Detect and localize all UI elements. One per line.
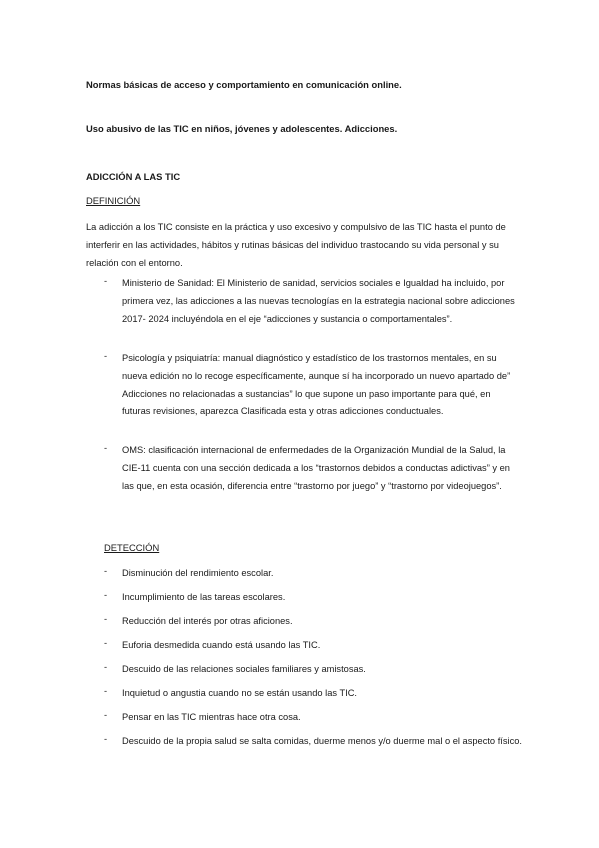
bullet-dash: -	[104, 686, 108, 696]
list-item-text: Ministerio de Sanidad: El Ministerio de sanidad, servicios sociales e Igualdad ha incluido, por primera vez, las adicciones a las nuevas tecnologías en la estrategia nacional sobre adicciones 2017- 2024 incluyéndola en el eje “adicciones y sustancia o comportamentales”.	[122, 278, 515, 324]
bullet-dash: -	[104, 276, 108, 286]
document-title: Normas básicas de acceso y comportamiento en comunicación online.	[86, 79, 402, 90]
list-item-text: OMS: clasificación internacional de enfermedades de la Organización Mundial de la Salud, la CIE-11 cuenta con una sección dedicada a los “trastornos debidos a conductas adictivas” y en las que, en esta ocasión, diferencia entre “trastorno por juego” y “trastorno por videojuegos”.	[122, 445, 510, 491]
bullet-dash: -	[104, 662, 108, 672]
definicion-paragraph: La adicción a los TIC consiste en la práctica y uso excesivo y compulsivo de las TIC hasta el punto de interferir en las actividades, hábitos y rutinas básicas del individuo trastocando su vida personal y su relación con el entorno.	[86, 222, 506, 269]
bullet-dash: -	[104, 614, 108, 624]
section-heading: ADICCIÓN A LAS TIC	[86, 171, 181, 182]
definicion-heading: DEFINICIÓN	[86, 195, 141, 206]
list-item-text: Euforia desmedida cuando está usando las TIC.	[122, 640, 321, 650]
list-item-text: Incumplimiento de las tareas escolares.	[122, 592, 286, 602]
list-item-text: Reducción del interés por otras aficiones.	[122, 616, 293, 626]
list-item-text: Pensar en las TIC mientras hace otra cosa.	[122, 712, 301, 722]
bullet-dash: -	[104, 351, 108, 361]
list-item-text: Inquietud o angustia cuando no se están usando las TIC.	[122, 688, 358, 698]
list-item-text: Disminución del rendimiento escolar.	[122, 568, 274, 578]
bullet-dash: -	[104, 443, 108, 453]
bullet-dash: -	[104, 590, 108, 600]
bullet-dash: -	[104, 734, 108, 744]
list-item-text: Descuido de la propia salud se salta comidas, duerme menos y/o duerme mal o el aspecto físico.	[122, 736, 522, 746]
bullet-dash: -	[104, 566, 108, 576]
document-subtitle: Uso abusivo de las TIC en niños, jóvenes y adolescentes. Adicciones.	[86, 123, 398, 134]
bullet-dash: -	[104, 638, 108, 648]
deteccion-heading: DETECCIÓN	[104, 542, 160, 553]
bullet-dash: -	[104, 710, 108, 720]
list-item-text: Psicología y psiquiatría: manual diagnóstico y estadístico de los trastornos mentales, en su nueva edición no lo recoge específicamente, aunque sí ha incorporado un nuevo apartado de” Adicciones no relacionadas a sustancias” lo que supone un paso importante para qué, en futuras revisiones, aparezca Clasificada esta y otras adicciones conductuales.	[122, 353, 511, 417]
list-item-text: Descuido de las relaciones sociales familiares y amistosas.	[122, 664, 366, 674]
